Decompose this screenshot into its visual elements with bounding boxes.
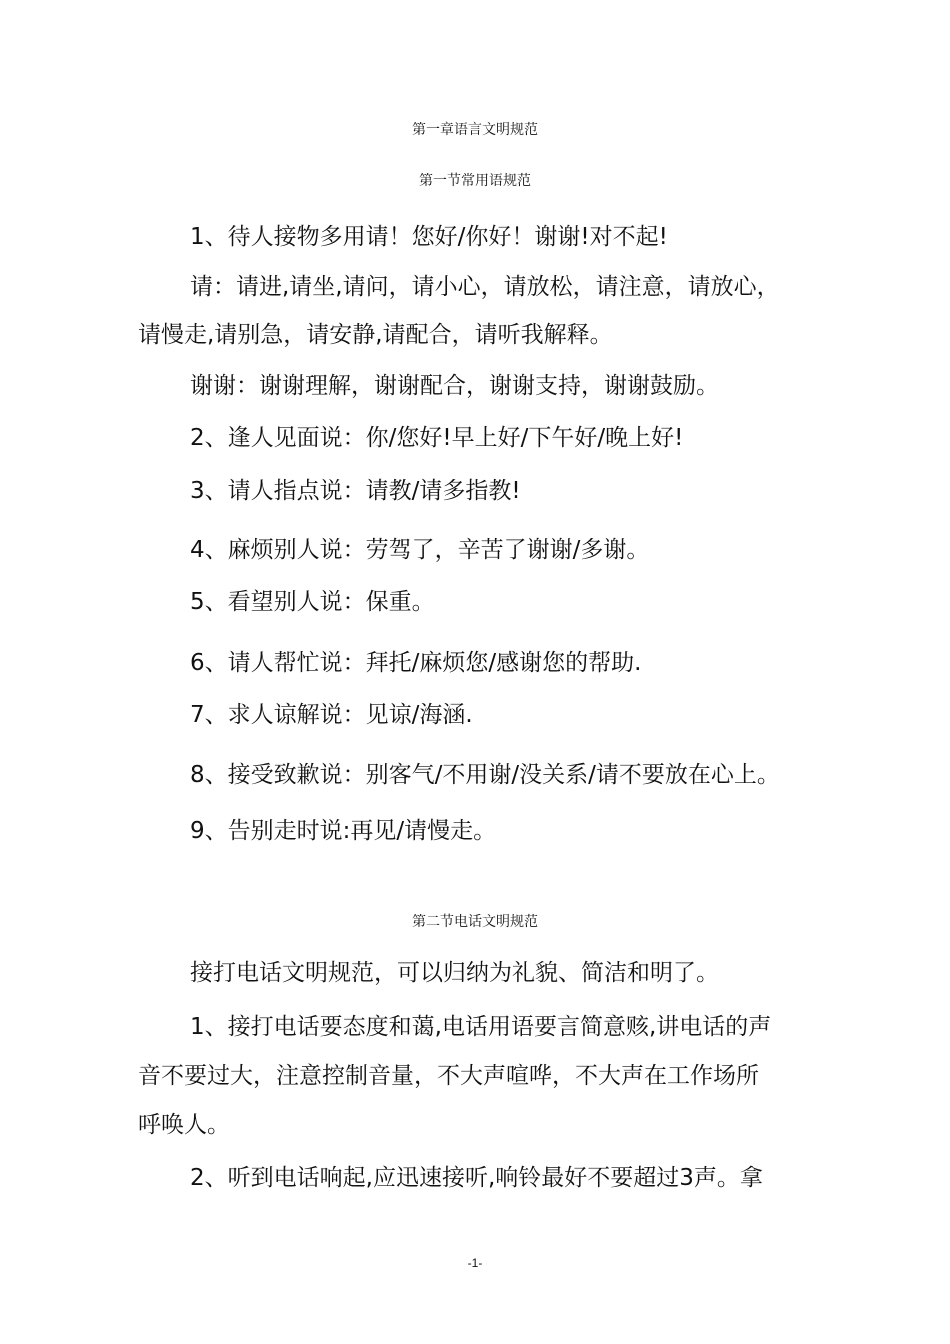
please-phrases-line-1: 请：请进,请坐,请问，请小心，请放松，请注意，请放心， — [190, 274, 780, 300]
section1-item-3: 3、请人指点说：请教/请多指教! — [190, 478, 521, 504]
chapter-title: 第一章语言文明规范 — [412, 122, 538, 138]
section2-item-1-line-2: 音不要过大，注意控制音量，不大声喧哗，不大声在工作场所 — [138, 1063, 759, 1089]
section2-item-2-line-1: 2、听到电话响起,应迅速接听,响铃最好不要超过3声。拿 — [190, 1165, 763, 1191]
page-number: -1- — [467, 1256, 483, 1270]
thanks-phrases-line: 谢谢：谢谢理解，谢谢配合，谢谢支持，谢谢鼓励。 — [190, 373, 719, 399]
please-phrases-line-2: 请慢走,请别急，请安静,请配合，请听我解释。 — [138, 322, 613, 348]
section2-intro: 接打电话文明规范，可以归纳为礼貌、简洁和明了。 — [190, 960, 719, 986]
section1-item-7: 7、求人谅解说：见谅/海涵. — [190, 702, 473, 728]
section1-item-5: 5、看望别人说：保重。 — [190, 589, 435, 615]
section1-item-4: 4、麻烦别人说：劳驾了，辛苦了谢谢/多谢。 — [190, 537, 650, 563]
section1-title: 第一节常用语规范 — [419, 173, 531, 189]
section2-item-1-line-3: 呼唤人。 — [138, 1112, 230, 1138]
section1-item-2: 2、逢人见面说：你/您好!早上好/下午好/晚上好! — [190, 425, 684, 451]
section1-item-9: 9、告别走时说:再见/请慢走。 — [190, 818, 497, 844]
section1-item-6: 6、请人帮忙说：拜托/麻烦您/感谢您的帮助. — [190, 650, 642, 676]
section1-item-1: 1、待人接物多用请！您好/你好！谢谢!对不起! — [190, 224, 668, 250]
section1-item-8: 8、接受致歉说：别客气/不用谢/没关系/请不要放在心上。 — [190, 762, 780, 788]
section2-title: 第二节电话文明规范 — [412, 914, 538, 930]
section2-item-1-line-1: 1、接打电话要态度和蔼,电话用语要言简意赅,讲电话的声 — [190, 1014, 772, 1040]
